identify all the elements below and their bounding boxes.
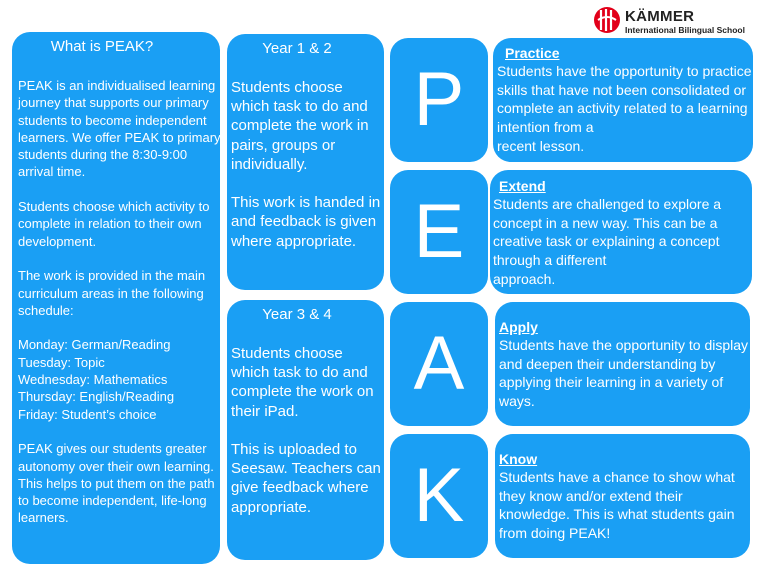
- letter-k-tile: K: [390, 434, 488, 558]
- know-heading: Know: [499, 451, 538, 467]
- year-1-2-panel: [227, 34, 384, 290]
- letter-a-tile: A: [390, 302, 488, 426]
- logo-name: KÄMMER: [625, 8, 695, 25]
- what-is-peak-body: PEAK is an individualised learning journey that supports our primary students to become independent learners. We offer PEAK to primary students during the 8:30-9:00 arrival time. Students choose which activity to complete in relation to their own development. The work is provided in the main curriculum areas in the following schedule: Monday: German/Reading Tuesday: Topic Wednesday: Mathematics Thursday: English/Reading Friday: Student’s choice PEAK gives our students greater autonomy over their own learning. This helps to put them on the path to become independent, life-long learners.: [18, 78, 221, 526]
- year-3-4-body: Students choose which task to do and complete the work on their iPad. This is uploaded to Seesaw. Teachers can give feedback where appropriate.: [231, 345, 381, 516]
- logo-emblem-icon: [593, 6, 621, 34]
- extend-heading: Extend: [499, 178, 546, 194]
- apply-body: Students have the opportunity to display and deepen their understanding by applying their learning in a variety of ways.: [499, 337, 749, 410]
- what-is-peak-panel: [12, 32, 220, 564]
- practice-heading: Practice: [505, 45, 560, 61]
- practice-panel: [493, 38, 753, 162]
- year-1-2-title: Year 1 & 2: [262, 40, 332, 57]
- apply-heading: Apply: [499, 319, 538, 335]
- letter-e-tile: E: [390, 170, 488, 294]
- year-1-2-body: Students choose which task to do and complete the work in pairs, groups or individually. This work is handed in and feedback is given where appropriate.: [231, 79, 381, 250]
- know-body: Students have a chance to show what they know and/or extend their knowledge. This is what students gain from doing PEAK!: [499, 469, 735, 542]
- practice-body: Students have the opportunity to practice skills that have not been consolidated or complete an activity related to a learning intention from a recent lesson.: [497, 63, 752, 154]
- what-is-peak-title: What is PEAK?: [50, 38, 154, 55]
- know-panel: [495, 434, 750, 558]
- year-3-4-title: Year 3 & 4: [262, 306, 332, 323]
- extend-panel: [490, 170, 752, 294]
- apply-panel: [495, 302, 750, 426]
- letter-p-tile: P: [390, 38, 488, 162]
- extend-body: Students are challenged to explore a concept in a new way. This can be a creative task or explaining a concept through a different approach.: [493, 196, 722, 287]
- year-3-4-panel: [227, 300, 384, 560]
- logo-subtitle: International Bilingual School: [625, 25, 745, 35]
- school-logo: [593, 6, 763, 36]
